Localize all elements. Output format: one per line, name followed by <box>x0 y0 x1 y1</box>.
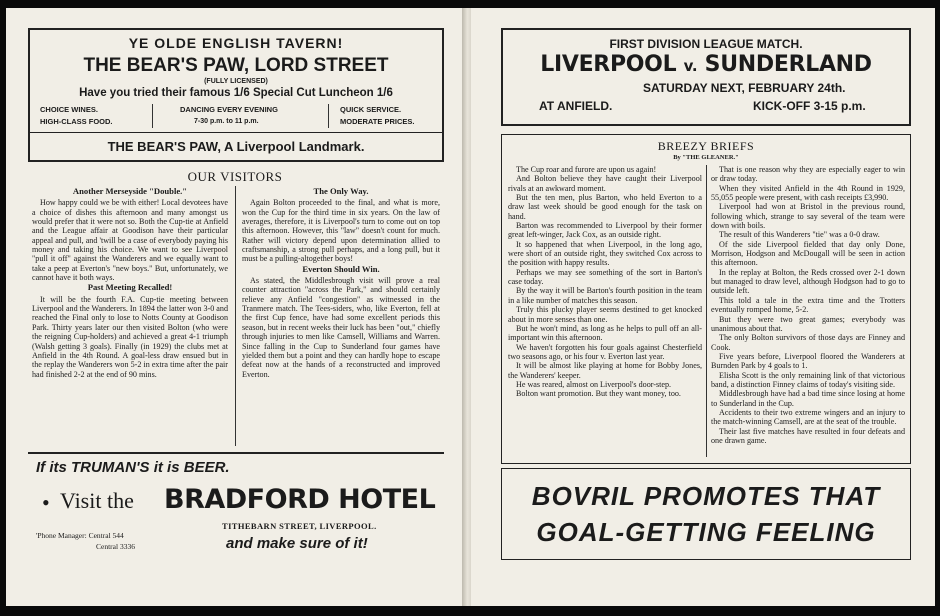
column-paragraph: That is one reason why they are especially eager to win or draw today. <box>711 165 905 184</box>
visitors-column-2 <box>242 186 440 448</box>
tavern-divider-left <box>152 104 153 128</box>
column-paragraph: Barton was recommended to Liverpool by their former great left-winger, Jack Cox, as an outside right. <box>508 221 702 240</box>
team-away: SUNDERLAND <box>704 52 872 77</box>
column-paragraph: This told a tale in the extra time and the Trotters eventually romped home, 5-2. <box>711 295 905 315</box>
column-paragraph: It will be almost like playing at home for Bobby Jones, the Wanderers' keeper. <box>508 361 702 380</box>
bovril-line-1: BOVRIL PROMOTES THAT <box>531 481 881 511</box>
visit-the-text: Visit the <box>60 488 134 513</box>
tavern-tagline: Have you tried their famous 1/6 Special Cut Luncheon 1/6 <box>79 87 393 99</box>
fixture-heading: FIRST DIVISION LEAGUE MATCH. <box>609 37 803 51</box>
tavern-heading: YE OLDE ENGLISH TAVERN! <box>128 35 344 51</box>
column-paragraph: Middlesbrough have had a bad time since losing at home to Sunderland in the Cup. <box>711 389 905 408</box>
bovril-line-2: GOAL-GETTING FEELING <box>536 517 876 547</box>
column-paragraph: We haven't forgotten his four goals against Chesterfield two seasons ago, or his four v. Everton last year. <box>508 342 702 361</box>
column-paragraph: Accidents to their two extreme wingers and an injury to the match-winning Camsell, are at the seat of the trouble. <box>711 407 905 427</box>
briefs-title: BREEZY BRIEFS <box>657 139 755 153</box>
column-paragraph: Again Bolton proceeded to the final, and what is more, won the Cup for the third time in six years. On the law of averages, therefore, it is Liverpool's turn to come out on top this afternoon. However, this "law" doesn't count for much. Rather will victory depend upon determination allied to craftsmanship, a strong pull perhaps, and a long pull, but it must be a pulling-altogether boys! <box>242 198 440 264</box>
tavern-footer: THE BEAR'S PAW, A Liverpool Landmark. <box>107 139 365 154</box>
column-paragraph: It so happened that when Liverpool, in the long ago, were short of an outside right, they switched Cox across to the position with happy results. <box>508 239 702 268</box>
right-page <box>471 8 935 606</box>
briefs-column-2 <box>711 165 905 461</box>
bradford-hotel-name: BRADFORD HOTEL <box>164 484 436 515</box>
tavern-feature-dancing: DANCING EVERY EVENING <box>180 105 278 114</box>
team-home: LIVERPOOL <box>540 52 677 77</box>
fixture-announcement <box>501 28 911 126</box>
fixture-kickoff: KICK-OFF 3-15 p.m. <box>753 99 866 113</box>
tavern-divider-right <box>328 104 329 128</box>
visitors-bottom-rule <box>28 452 444 454</box>
column-subheading: Past Meeting Recalled! <box>87 282 173 293</box>
left-page <box>6 8 464 606</box>
column-paragraph: Perhaps we may see something of the sort in Barton's case today. <box>508 267 702 287</box>
column-paragraph: Liverpool had won at Bristol in the previous round, following which, strange to say several of the team were down with boils. <box>711 202 905 231</box>
column-paragraph: Of the side Liverpool fielded that day only Done, Morrison, Hodgson and McDougall will be seen in action this afternoon. <box>711 239 905 268</box>
briefs-column-1 <box>508 165 702 461</box>
truman-closing: and make sure of it! <box>226 535 368 552</box>
column-paragraph: Five years before, Liverpool floored the Wanderers at Burnden Park by 4 goals to 1. <box>711 351 905 371</box>
tavern-name: THE BEAR'S PAW, LORD STREET <box>83 55 389 76</box>
column-subheading: Another Merseyside "Double." <box>72 186 188 196</box>
column-paragraph: And Bolton believe they have caught their Liverpool rivals at an awkward moment. <box>508 174 702 193</box>
tavern-feature-prices: MODERATE PRICES. <box>340 117 415 126</box>
tavern-feature-service: QUICK SERVICE. <box>340 105 402 114</box>
tavern-feature-hours: 7-30 p.m. to 11 p.m. <box>194 118 259 125</box>
tavern-feature-food: HIGH-CLASS FOOD. <box>40 117 113 126</box>
column-paragraph: In the replay at Bolton, the Reds crossed over 2-1 down but managed to draw level, although Hodgson had to go to outside left. <box>711 267 905 296</box>
briefs-byline: By "THE GLEANER." <box>673 154 739 161</box>
column-paragraph: Truly this plucky player seems destined to get knocked about in more senses than one. <box>508 305 702 324</box>
phone-manager: 'Phone Manager: Central 544 <box>36 531 124 540</box>
visitors-column-1 <box>32 186 228 448</box>
fixture-venue: AT ANFIELD. <box>539 99 613 113</box>
column-paragraph: How happy could we be with either! Local devotees have a choice of dishes this afternoon and many amongst us would prefer that it were not so. Both the Cup-tie at Anfield and the League affair at Goodison have their particular appeal and pull, and 'twill be a case of everybody paying his money and taking his choice. We want to see Liverpool "pull it off" against the Wanderers and we equally want to take a peep at Everton's "new boys." But, unfortunately, we cannot have it both ways. <box>32 198 228 283</box>
hotel-address: TITHEBARN STREET, LIVERPOOL. <box>222 521 377 531</box>
tavern-licence: (FULLY LICENSED) <box>204 78 268 85</box>
column-paragraph: It will be the fourth F.A. Cup-tie meeting between Liverpool and the Wanderers. In 1894 the latter won 3-0 and reached the Final only to lose to Notts County at Goodison Park. Thirty years later our then visited Bolton (who were the reigning Cup-holders) and achieved a great 4-1 triumph (Walsh getting 3 goals). Finally (in 1929) the clubs met at Anfield in the 4th Round. A goal-less draw ensued but in the replay the Wanderers won 5-2 in extra time after the pair had finished 2-2 at the end of 90 mins. <box>32 294 228 379</box>
versus: v. <box>683 57 698 75</box>
column-paragraph: When they visited Anfield in the 4th Round in 1929, 55,055 people were present, with cash receipts £3,990. <box>711 183 905 203</box>
column-paragraph: The result of this Wanderers "tie" was a 0-0 draw. <box>719 230 880 240</box>
fixture-date: SATURDAY NEXT, FEBRUARY 24th. <box>643 81 846 95</box>
briefs-column-divider <box>706 165 707 457</box>
column-paragraph: But he won't mind, as long as he helps to pull off an all-important win this afternoon. <box>508 323 702 343</box>
column-subheading: The Only Way. <box>313 186 369 196</box>
breezy-briefs-panel <box>501 134 911 464</box>
column-paragraph: As stated, the Middlesbrough visit will prove a real counter attraction "across the Park," and should certainly relieve any Anfield "congestion" as witnessed in the Tranmere match. The Tees-siders, who, like Everton, fell at the first Cup fence, have had some excellent periods this season, but in recent weeks their luck has been "out," chiefly through injuries to men like Camsell, Williams and Warren. Since falling in the Cup to Sunderland four games have yielded them but a point and they can hardly hope to escape defeat now at the hands of a reconstructed and improved Everton. <box>242 276 440 379</box>
column-paragraph: By the way it will be Barton's fourth position in the team in a like number of matches this season. <box>508 286 702 305</box>
tavern-feature-wines: CHOICE WINES. <box>40 105 98 114</box>
column-subheading: Everton Should Win. <box>302 263 380 274</box>
column-paragraph: Their last five matches have resulted in four defeats and one drawn game. <box>711 426 905 445</box>
tavern-rule <box>30 132 442 133</box>
column-paragraph: But the ten men, plus Barton, who held Everton to a draw last week should be good enough for the task on hand. <box>508 193 702 221</box>
bovril-advert <box>501 468 911 560</box>
phone-central: Central 3336 <box>96 542 135 551</box>
column-paragraph: Elisha Scott is the only remaining link of that victorious band, a distinction Finney claims of today's visiting side. <box>711 370 905 389</box>
fixture-teams <box>503 54 909 76</box>
visitors-column-divider <box>235 186 236 446</box>
column-paragraph: But they were two great games; everybody was unanimous about that. <box>711 314 905 333</box>
column-paragraph: The Cup roar and furore are upon us again! <box>516 165 657 174</box>
column-paragraph: Bolton want promotion. But they want money, too. <box>516 389 681 399</box>
visitors-title: OUR VISITORS <box>187 169 283 184</box>
truman-slogan: If its TRUMAN'S it is BEER. <box>36 459 230 476</box>
column-paragraph: He was reared, almost on Liverpool's door-step. <box>516 379 672 389</box>
bears-paw-advert <box>28 28 444 162</box>
bullet-mark: • <box>42 490 50 515</box>
column-paragraph: The only Bolton survivors of those days are Finney and Cook. <box>711 333 905 352</box>
